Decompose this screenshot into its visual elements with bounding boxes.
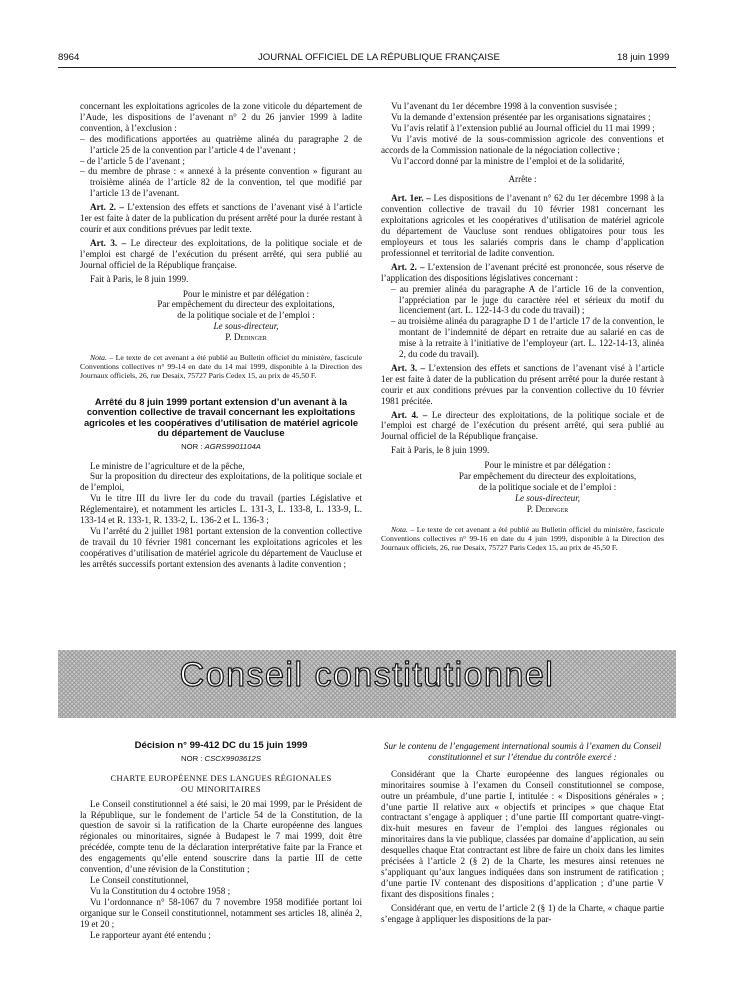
article-label: Art. 2. –: [391, 261, 425, 272]
article-label: Art. 3. –: [90, 237, 127, 248]
signature-block: [381, 460, 664, 515]
exclusion-item: – des modifications apportées au quatrième alinéa du paragraphe 2 de l’article 25 de la convention par l’article 4 de l’avenant ;: [80, 133, 362, 155]
exclusion-item: – de l’article 5 de l’avenant ;: [80, 155, 185, 166]
paragraph: Le Conseil constitutionnel,: [90, 874, 189, 885]
nor-label: NOR :: [181, 753, 205, 763]
paragraph: Le rapporteur ayant été entendu ;: [90, 929, 211, 940]
article-label: Art. 4. –: [391, 409, 428, 420]
article-1: [381, 193, 664, 258]
charter-title: OU MINORITAIRES: [181, 783, 261, 794]
visa: Vu l’avenant du 1er décembre 1998 à la convention susvisée ;: [391, 101, 617, 111]
signature-line: de la politique sociale et de l’emploi :: [478, 482, 617, 492]
arrete-title: Arrêté du 8 juin 1999 portant extension d’un avenant à la convention collective de travail concernant les exploitations agricoles et les coopératives d’utilisation de matériel agricole du département de Vaucluse: [83, 395, 359, 439]
signature-line: Le sous-directeur,: [213, 321, 279, 332]
article-text: L’extension des effets et sanctions de l’avenant visé à l’article 1er est faite à dater de la publication du présent arrêté pour la durée restant à courir et aux conditions prévues par la convention collective du 10 février 1981 précitée.: [381, 362, 664, 406]
article-text: Les dispositions de l’avenant n° 62 du 1er décembre 1998 à la convention collective de travail du 10 février 1981 concernant les exploitations agricoles et les coopératives d’utilisation de matériel agricole du département de Vaucluse sont rendues obligatoires pour tous les employeurs et tous les salariés compris dans le champ d’application professionnel et territorial de ladite convention.: [381, 193, 664, 258]
signatory-name: P. Dedinger: [526, 503, 569, 514]
article-label: Art. 2. –: [90, 202, 124, 213]
signatory-name: P. Dedinger: [225, 332, 267, 343]
left-column-top: [80, 101, 362, 570]
paragraph: Considérant que, en vertu de l’article 2 (§ 1) de la Charte, « chaque partie s’engage à appliquer les dispositions de la par-: [381, 902, 664, 924]
header-rule: [58, 67, 676, 68]
paragraph: Considérant que la Charte européenne des langues régionales ou minoritaires soumise à l’examen du Conseil constitutionnel se compose, outre un préambule, d’une partie I, intitulée : « Dispositions générales » ; d’une partie II relative aux « objectifs et principes » que chaque Etat contractant s’engage à appliquer ; d’une partie III comportant quatre-vingt-dix-huit mesures en faveur de l’emploi des langues régionales ou minoritaires dans la vie publique, classées par domaine d’application, au sein desquelles chaque Etat contractant est libre de faire un choix dans les limites précisées à l’article 2 (§ 2) de la Charte, les mesures ainsi retenues ne s’appliquant qu’aux langues indiquées dans son instrument de ratification ; d’une partie IV contenant des dispositions d’application ; d’une partie V fixant des dispositions finales ;: [381, 768, 664, 899]
decision-left-column: [80, 741, 362, 940]
article-4: [381, 410, 664, 443]
done-at: Fait à Paris, le 8 juin 1999.: [90, 273, 189, 284]
article-text: Le directeur des exploitations, de la politique sociale et de l’emploi est chargé de l’exécution du présent arrêté, qui sera publié au Journal officiel de la République française.: [381, 409, 664, 442]
signature-line: de la politique sociale et de l’emploi :: [177, 310, 315, 321]
publication-note: [381, 525, 664, 553]
article-2: [381, 262, 664, 284]
section-title: Conseil constitutionnel: [179, 656, 555, 694]
publication-note: [80, 353, 362, 381]
article-3: [80, 238, 362, 271]
signature-line: Par empêchement du directeur des exploitations,: [458, 471, 637, 482]
paragraph: Le ministre de l’agriculture et de la pêche,: [90, 460, 245, 471]
note-text: Le texte de cet avenant a été publié au Bulletin officiel du ministère, fascicule Conventions collectives n° 99-14 en date du 14 mai 1999, disponible à la Direction des Journaux officiels, 26, rue Desaix, 75727 Paris Cedex 15, au prix de 45,50 F.: [80, 353, 363, 381]
paragraph: Le Conseil constitutionnel a été saisi, le 20 mai 1999, par le Président de la République, sur le fondement de l’article 54 de la Constitution, de la question de savoir si la ratification de la Charte européenne des langues régionales ou minoritaires, signée à Budapest le 7 mai 1999, doit être précédée, compte tenu de la déclaration interprétative faite par la France et des engagements qu’elle entend souscrire dans la partie III de cette convention, d’une révision de la Constitution ;: [80, 798, 362, 875]
signature-line: Pour le ministre et par délégation :: [182, 288, 310, 299]
visa: Vu l’avis relatif à l’extension publié au Journal officiel du 11 mai 1999 ;: [391, 122, 655, 133]
section-heading: Sur le contenu de l’engagement international soumis à l’examen du Conseil constitutionnel et sur l’étendue du contrôle exercé :: [383, 741, 662, 762]
nor-reference: [80, 442, 362, 453]
issue-date: 18 juin 1999: [617, 52, 670, 63]
paragraph: concernant les exploitations agricoles de la zone viticole du département de l’Aude, les dispositions de l’avenant n° 2 du 26 janvier 1999 à ladite convention, à l’exclusion :: [80, 101, 362, 133]
article-2: [80, 202, 362, 235]
paragraph: Vu la Constitution du 4 octobre 1958 ;: [90, 885, 231, 896]
arrete-heading: Arrête :: [508, 174, 537, 185]
paragraph: Vu le titre III du livre Ier du code du travail (parties Législative et Réglementaire), et notamment les articles L. 131-3, L. 133-8, L. 133-9, L. 133-14 et R. 133-1, R. 133-2, L. 136-2 et L. 136-3 ;: [80, 493, 362, 526]
paragraph: Vu l’arrêté du 2 juillet 1981 portant extension de la convention collective de travail du 10 février 1981 concernant les exploitations agricoles et les coopératives d’utilisation de matériel agricole du département de Vaucluse et les arrêtés successifs portant extension des avenants à ladite convention ;: [80, 525, 362, 569]
nor-label: NOR :: [181, 441, 205, 451]
signature-line: Par empêchement du directeur des exploitations,: [157, 299, 335, 310]
article-label: Art. 3. –: [391, 362, 426, 373]
decision-title: Décision n° 99-412 DC du 15 juin 1999: [134, 740, 308, 751]
paragraph: Sur la proposition du directeur des exploitations, de la politique sociale et de l’emploi,: [80, 471, 362, 493]
decision-right-column: [381, 741, 664, 925]
visa: Vu l’accord donné par la ministre de l’emploi et de la solidarité,: [391, 155, 625, 166]
article-text: L’extension des effets et sanctions de l’avenant visé à l’article 1er est faite à dater de la publication du présent arrêté pour la durée restant à courir et aux conditions prévues par ledit texte.: [80, 202, 362, 234]
running-header: [0, 0, 731, 74]
nor-code: AGRS9901104A: [204, 441, 261, 451]
article-text: L’extension de l’avenant précité est prononcée, sous réserve de l’application des dispositions législatives concernant :: [381, 261, 664, 283]
note-label: Nota. –: [90, 353, 114, 363]
done-at: Fait à Paris, le 8 juin 1999.: [391, 445, 490, 456]
article-label: Art. 1er. –: [391, 193, 431, 204]
article-text: Le directeur des exploitations, de la politique sociale et de l’emploi est chargé de l’exécution du présent arrêté, qui sera publié au Journal officiel de la République française.: [80, 237, 362, 270]
exclusion-item: – du membre de phrase : « annexé à la présente convention » figurant au troisième alinéa de l’article 82 de la convention, tel que modifié par l’article 13 de l’avenant.: [80, 166, 362, 199]
nor-reference: [80, 754, 362, 765]
note-text: Le texte de cet avenant a été publié au Bulletin officiel du ministère, fascicule Conventions collectives n° 99-16 en date du 4 juin 1999, disponible à la Direction des Journaux officiels, 26, rue Desaix, 75727 Paris Cedex 15, au prix de 45,50 F.: [381, 524, 664, 553]
paragraph: Vu l’ordonnance n° 58-1067 du 7 novembre 1958 modifiée portant loi organique sur le Conseil constitutionnel, notamment ses articles 18, alinéa 2, 19 et 20 ;: [80, 896, 362, 929]
journal-title: JOURNAL OFFICIEL DE LA RÉPUBLIQUE FRANÇAISE: [258, 52, 500, 63]
nor-code: CSCX9903612S: [204, 753, 261, 763]
reserve-item: – au premier alinéa du paragraphe A de l’article 16 de la convention, l’appréciation par le juge du caractère réel et sérieux du motif du licenciement (art. L. 122-14-3 du code du travail) ;: [391, 283, 664, 316]
visa: Vu la demande d’extension présentée par les organisations signataires ;: [391, 111, 651, 122]
charter-title: CHARTE EUROPÉENNE DES LANGUES RÉGIONALES: [110, 772, 332, 783]
note-label: Nota. –: [391, 524, 415, 534]
right-column-top: [381, 101, 664, 552]
reserve-item: – au troisième alinéa du paragraphe D 1 de l’article 17 de la convention, le montant de l’indemnité de départ en retraite due au salarié en cas de mise à la retraite à l’initiative de l’employeur (art. L. 122-14-13, alinéa 2, du code du travail).: [391, 316, 664, 360]
signature-line: Pour le ministre et par délégation :: [484, 460, 611, 471]
signature-line: Le sous-directeur,: [514, 492, 581, 503]
visa: Vu l’avis motivé de la sous-commission agricole des conventions et accords de la Commission nationale de la négociation collective ;: [381, 133, 664, 155]
section-banner: [58, 650, 676, 718]
signature-block: [80, 289, 362, 344]
page-number: 8964: [58, 52, 80, 63]
article-3: [381, 363, 664, 407]
